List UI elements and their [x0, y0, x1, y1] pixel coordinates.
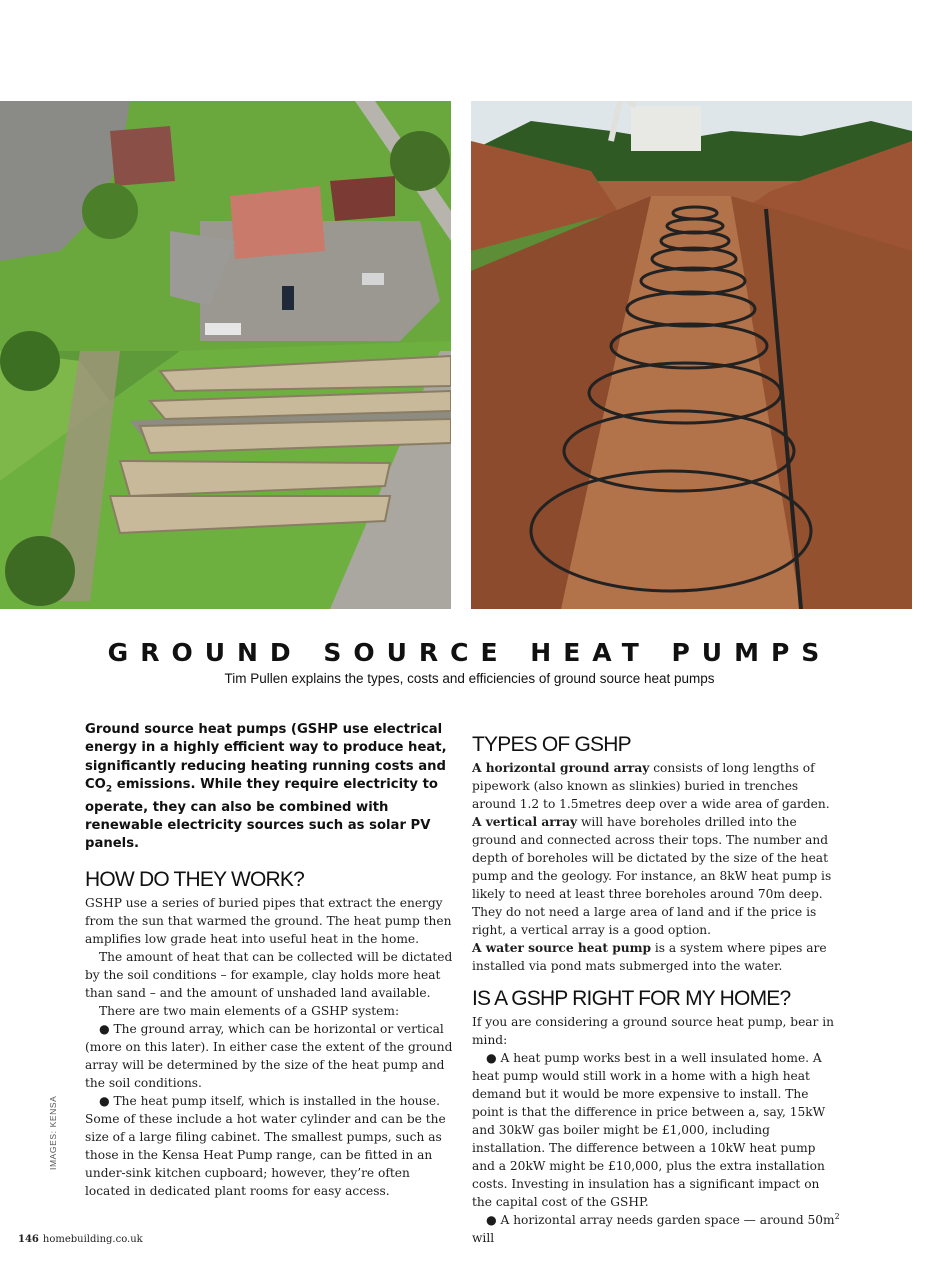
right-column: [472, 733, 842, 1247]
body-paragraph: GSHP use a series of buried pipes that extract the energy from the sun that warmed the ground. The heat pump then amplifies low grade heat into useful heat in the home.: [85, 895, 452, 946]
trench-slinky-image: [471, 101, 912, 609]
article-headline: GROUND SOURCE HEAT PUMPS: [107, 638, 832, 667]
section-heading-how-do-they-work: HOW DO THEY WORK?: [85, 867, 304, 891]
horizontal-array-paragraph: A horizontal ground array consists of long lengths of pipework (also known as slinkies) buried in trenches around 1.2 to 1.5metres deep over a wide area of garden.: [472, 761, 830, 811]
body-paragraph: If you are considering a ground source heat pump, bear in mind:: [472, 1015, 834, 1047]
bullet-icon: ●: [486, 1213, 497, 1227]
bullet-icon: ●: [99, 1093, 110, 1108]
body-paragraph: The amount of heat that can be collected will be dictated by the soil conditions – for example, clay holds more heat than sand – and the amount of unshaded land available.: [85, 949, 453, 1000]
water-source-paragraph: A water source heat pump is a system where pipes are installed via pond mats submerged into the water.: [472, 941, 827, 973]
bullet-item-heat-pump: ● The heat pump itself, which is installed in the house. Some of these include a hot water cylinder and can be the size of a large filing cabinet. The smallest pumps, such as those in the Kensa Heat Pump range, can be fitted in an under-sink kitchen cupboard; however, they’re often located in dedicated plant rooms for easy access.: [85, 1093, 446, 1198]
image-credit: IMAGES: KENSA: [48, 1095, 58, 1170]
trench-photo: [471, 101, 912, 609]
intro-paragraph: Ground source heat pumps (GSHP use electrical energy in a highly efficient way to produce heat, significantly reducing heating running costs and $CO_2$ emissions. While they require electricity to operate, they can also be combined with renewable electricity sources such as solar PV panels.: [85, 722, 447, 852]
page-number: 146: [18, 1234, 39, 1245]
section-heading-types-of-gshp: TYPES OF GSHP: [472, 733, 631, 756]
section-heading-is-gshp-right: IS A GSHP RIGHT FOR MY HOME?: [472, 987, 791, 1010]
article-standfirst: Tim Pullen explains the types, costs and efficiencies of ground source heat pumps: [224, 671, 715, 686]
page-footer: [18, 1234, 143, 1245]
body-paragraph: There are two main elements of a GSHP system:: [99, 1003, 400, 1018]
bullet-item-insulation: ● A heat pump works best in a well insulated home. A heat pump would still work in a home with a high heat demand but it would be more expensive to install. The point is that the difference in price between a, say, 15kW and 30kW gas boiler might be £1,000, including installation. The difference between a 10kW heat pump and a 20kW might be £10,000, plus the extra installation costs. Investing in insulation has a significant impact on the capital cost of the GSHP.: [472, 1051, 826, 1209]
aerial-farm-image: [0, 101, 451, 609]
bullet-icon: ●: [99, 1021, 110, 1036]
site-url: homebuilding.co.uk: [42, 1234, 143, 1245]
aerial-photo: [0, 101, 451, 609]
left-column: [85, 721, 455, 1200]
bullet-item-ground-array: ● The ground array, which can be horizontal or vertical (more on this later). In either case the extent of the ground array will be determined by the size of the heat pump and the soil conditions.: [85, 1021, 453, 1090]
vertical-array-paragraph: A vertical array will have boreholes drilled into the ground and connected across their tops. The number and depth of boreholes will be dictated by the size of the heat pump and the geology. For instance, an 8kW heat pump is likely to need at least three boreholes around 70m deep. They do not need a large area of land and if the price is right, a vertical array is a good option.: [472, 815, 832, 937]
bullet-item-garden-space: ● A horizontal array needs garden space — around $50m^2$ will: [472, 1211, 840, 1245]
bullet-icon: ●: [486, 1051, 497, 1065]
